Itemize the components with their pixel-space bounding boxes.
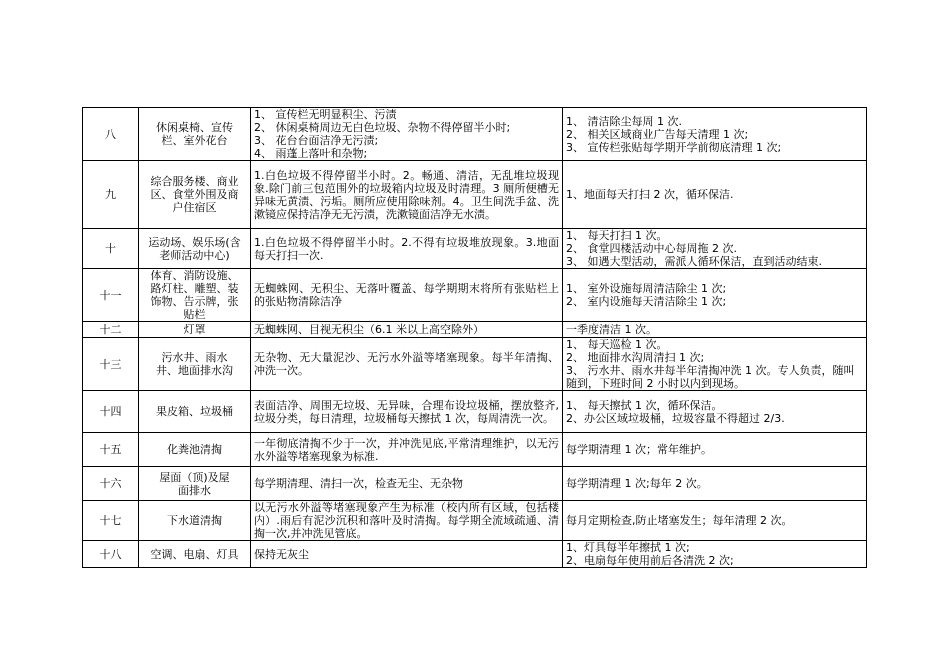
frequency-line: 3、 如遇大型活动，需派人循环保洁，直到活动结束. — [566, 255, 822, 268]
table-row — [83, 161, 867, 229]
frequency-line: 1、 每天巡检 1 次。 — [566, 338, 668, 351]
cleaning-item-text: 体育、消防设施、路灯柱、雕塑、装饰物、告示牌，张贴栏 — [150, 269, 239, 321]
frequency-line: 1、灯具每半年擦拭 1 次; — [566, 541, 690, 554]
frequency-line: 3、 宣传栏张贴每学期开学前彻底清理 1 次; — [566, 140, 782, 154]
frequency-line: 2、办公区域垃圾桶，垃圾容量不得超过 2/3. — [566, 411, 785, 425]
cleaning-standard — [251, 229, 563, 269]
cleaning-item-text: 休闲桌椅、宣传栏、室外花台 — [156, 121, 233, 147]
cleaning-item-text: 污水井、雨水井、地面排水沟 — [156, 351, 233, 377]
frequency-line: 2、 食堂四楼活动中心每周拖 2 次. — [566, 242, 737, 255]
row-number: 十六 — [83, 467, 139, 501]
standard-line: 无杂物、无大量泥沙、无污水外溢等堵塞现象。每半年清掏、冲洗一次。 — [254, 351, 559, 377]
cleaning-item — [139, 433, 251, 467]
standard-line: 以无污水外溢等堵塞现象产生为标准（校内所有区域，包括楼内）.雨后有泥沙沉积和落叶及时清掏。每学期全流域疏通、清掏一次,并冲洗见管底。 — [254, 501, 559, 540]
frequency-line: 2、电扇每年使用前后各清洗 2 次; — [566, 554, 734, 567]
table-body — [83, 108, 867, 568]
cleaning-frequency — [563, 501, 867, 541]
row-number: 十三 — [83, 338, 139, 391]
cleaning-standard — [251, 541, 563, 568]
table-row — [83, 541, 867, 568]
standard-line: 1.白色垃圾不得停留半小时。2.不得有垃圾堆放现象。3.地面每天打扫一次. — [254, 235, 559, 262]
cleaning-standard — [251, 108, 563, 161]
table-row — [83, 391, 867, 433]
standard-line: 3、 花台台面洁净无污渍; — [254, 134, 379, 147]
cleaning-standard — [251, 391, 563, 433]
cleaning-standard — [251, 433, 563, 467]
frequency-line: 1、 室外设施每周清洁除尘 1 次; — [566, 282, 727, 295]
cleaning-item-text: 果皮箱、垃圾桶 — [156, 405, 233, 418]
cleaning-frequency — [563, 269, 867, 322]
frequency-line: 每月定期检查,防止堵塞发生；每年清理 2 次。 — [566, 514, 793, 527]
row-number: 十二 — [83, 322, 139, 338]
cleaning-item — [139, 501, 251, 541]
standard-line: 每学期清理、清扫一次，检查无尘、无杂物 — [254, 477, 463, 490]
cleaning-standard — [251, 161, 563, 229]
cleaning-standard — [251, 338, 563, 391]
row-number: 十一 — [83, 269, 139, 322]
cleaning-frequency — [563, 391, 867, 433]
cleaning-item — [139, 108, 251, 161]
frequency-line: 1、 清洁除尘每周 1 次. — [566, 114, 682, 128]
frequency-line: 一季度清洁 1 次。 — [566, 323, 657, 336]
row-number: 十五 — [83, 433, 139, 467]
cleaning-item-text: 灯罩 — [183, 323, 206, 336]
cleaning-item — [139, 467, 251, 501]
cleaning-frequency — [563, 433, 867, 467]
table-row — [83, 229, 867, 269]
table-row — [83, 269, 867, 322]
cleaning-standard — [251, 322, 563, 338]
cleaning-item — [139, 338, 251, 391]
row-number: 十八 — [83, 541, 139, 568]
cleaning-item — [139, 161, 251, 229]
table-row — [83, 433, 867, 467]
frequency-line: 每学期清理 1 次;每年 2 次。 — [566, 477, 708, 490]
standard-line: 1、 宣传栏无明显积尘、污渍 — [254, 108, 397, 121]
frequency-line: 1、 每天擦拭 1 次，循环保洁。 — [566, 398, 723, 412]
cleaning-frequency — [563, 229, 867, 269]
frequency-line: 2、 相关区域商业广告每天清理 1 次; — [566, 127, 749, 141]
cleaning-item — [139, 269, 251, 322]
row-number: 十四 — [83, 391, 139, 433]
frequency-line: 3、 污水井、雨水井每半年清掏冲洗 1 次。专人负责，随叫随到，下班时间 2 小时以内到现场。 — [566, 364, 855, 390]
cleaning-frequency — [563, 161, 867, 229]
cleaning-item-text: 空调、电扇、灯具 — [150, 547, 239, 561]
frequency-line: 2、 室内设施每天清洁除尘 1 次; — [566, 295, 727, 308]
standard-line: 无蜘蛛网、目视无积尘（6.1 米以上高空除外） — [254, 323, 484, 336]
cleaning-frequency — [563, 467, 867, 501]
cleaning-item-text: 下水道清掏 — [167, 514, 222, 527]
cleaning-item-text: 综合服务楼、商业区、食堂外围及商户住宿区 — [150, 175, 239, 214]
table-row — [83, 338, 867, 391]
standard-line: 一年彻底清掏不少于一次，并冲洗见底,平常清理维护，以无污水外溢等堵塞现象为标准. — [254, 436, 559, 463]
cleaning-standard — [251, 269, 563, 322]
row-number: 八 — [83, 108, 139, 161]
cleaning-frequency — [563, 541, 867, 568]
standard-line: 表面洁净、周围无垃圾、无异味，合理布设垃圾桶，摆放整齐,垃圾分类，每日清理，垃圾桶每天擦拭 1 次，每周清洗一次。 — [254, 398, 559, 425]
frequency-line: 1、 每天打扫 1 次。 — [566, 229, 668, 242]
cleaning-item — [139, 541, 251, 568]
cleaning-standard — [251, 467, 563, 501]
row-number: 十七 — [83, 501, 139, 541]
standard-line: 2、 休闲桌椅周边无白色垃圾、杂物不得停留半小时; — [254, 121, 511, 134]
cleaning-item — [139, 391, 251, 433]
table-row — [83, 322, 867, 338]
table-row — [83, 108, 867, 161]
standard-line: 无蜘蛛网、无积尘、无落叶覆盖、每学期期末将所有张贴栏上的张贴物清除洁净 — [254, 282, 559, 308]
row-number: 十 — [83, 229, 139, 269]
cleaning-frequency — [563, 338, 867, 391]
frequency-line: 2、 地面排水沟周清扫 1 次; — [566, 351, 705, 364]
cleaning-item-text: 运动场、娱乐场(含老师活动中心) — [148, 235, 241, 262]
row-number: 九 — [83, 161, 139, 229]
table-row — [83, 501, 867, 541]
cleaning-standards-table — [82, 107, 867, 568]
frequency-line: 1、地面每天打扫 2 次，循环保洁. — [566, 188, 734, 201]
frequency-line: 每学期清理 1 次；常年维护。 — [566, 443, 712, 456]
cleaning-standard — [251, 501, 563, 541]
standard-line: 保持无灰尘 — [254, 547, 309, 561]
table-row — [83, 467, 867, 501]
cleaning-frequency — [563, 322, 867, 338]
cleaning-frequency — [563, 108, 867, 161]
cleaning-item — [139, 229, 251, 269]
standard-line: 1.白色垃圾不得停留半小时。2。畅通、清洁，无乱堆垃圾现象.除门前三包范围外的垃圾箱内垃圾及时清理。3 厕所便槽无异味无黄渍、污垢。厕所应使用除味剂。4。卫生间洗手盆、洗漱镜应保持洁净无无污渍，洗漱镜面洁净无水渍。 — [254, 168, 559, 221]
cleaning-item — [139, 322, 251, 338]
cleaning-item-text: 化粪池清掏 — [167, 443, 222, 456]
standard-line: 4、 雨蓬上落叶和杂物; — [254, 147, 368, 160]
cleaning-item-text: 屋面（顶)及屋面排水 — [159, 470, 230, 497]
